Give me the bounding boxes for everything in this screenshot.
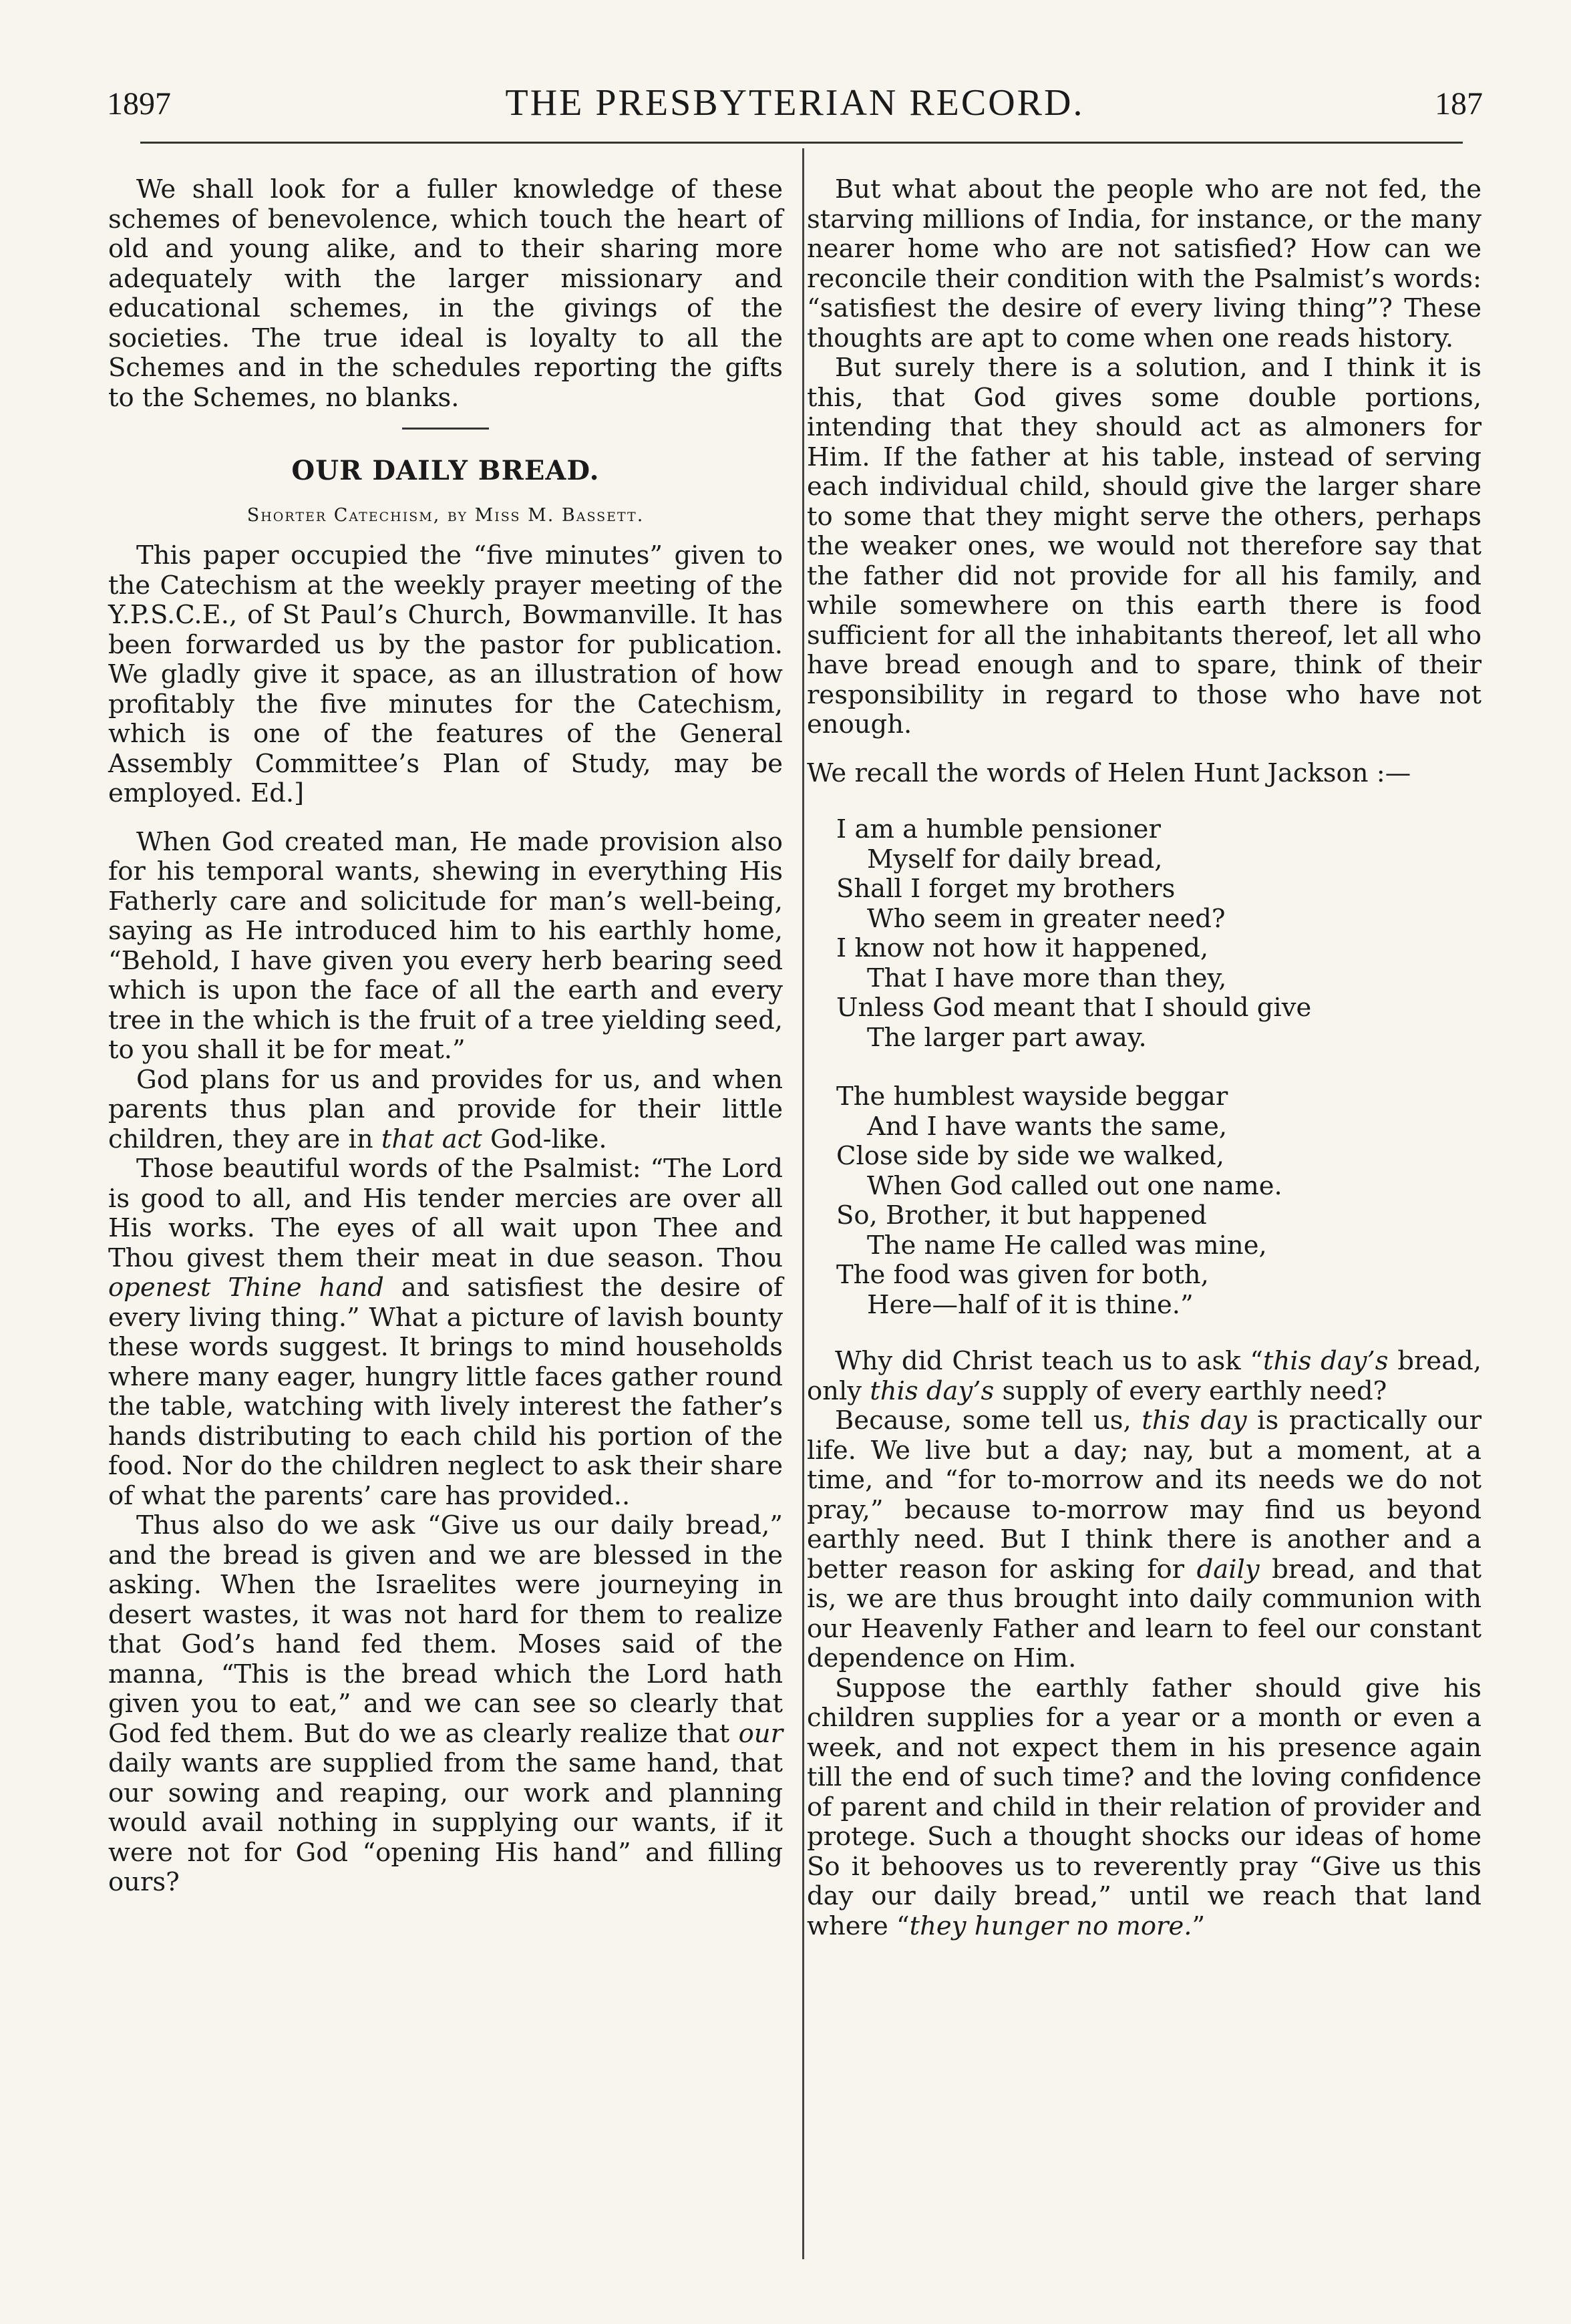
page-number: 187 [1435,86,1483,122]
poem-line: Myself for daily bread, [867,844,1163,874]
poem-line: Unless God meant that I should give [836,993,1312,1023]
paragraph: Why did Christ teach us to ask “this day’s bread, only this day’s supply of every earthly need? [807,1346,1481,1406]
left-column [108,175,783,1898]
paragraph: Thus also do we ask “Give us our daily bread,” and the bread is given and we are blessed in the asking. When the Israelites were journeying in desert wastes, it was not hard for them to realize that God’s hand fed them. Moses said of the manna, “This is the bread which the Lord hath given you to eat,” and we can see so clearly that God fed them. But do we as clearly realize that our daily wants are supplied from the same hand, that our sowing and reaping, our work and planning would avail nothing in supplying our wants, if it were not for God “opening His hand” and filling ours? [108,1510,783,1897]
poem-line: Who seem in greater need? [867,903,1226,934]
paragraph: When God created man, He made provision also for his temporal wants, shewing in everything His Fatherly care and solicitude for man’s well-being, saying as He introduced him to his earthly home, “Behold, I have given you every herb bearing seed which is upon the face of all the earth and every tree in the which is the fruit of a tree yielding seed, to you shall it be for meat.” [108,826,783,1065]
header-year: 1897 [107,86,171,122]
editor-note: This paper occupied the “five minutes” given to the Catechism at the weekly prayer meeting of the Y.P.S.C.E., of St Paul’s Church, Bowmanville. It has been forwarded us by the pastor for publication. We gladly give it space, as an illustration of how profitably the five minutes for the Catechism, which is one of the features of the General Assembly Committee’s Plan of Study, may be employed. Ed.] [108,540,783,808]
article-byline: Shorter Catechism, by Miss M. Bassett. [246,504,645,526]
right-column [807,175,1481,1941]
column-divider [802,148,804,2259]
poem-line: The name He called was mine, [867,1230,1267,1261]
poem-line: And I have wants the same, [867,1111,1228,1142]
article-heading: OUR DAILY BREAD. [291,455,600,486]
header-rule [140,142,1463,144]
paragraph: God plans for us and provides for us, and when parents thus plan and provide for their little children, they are in that act God-like. [108,1064,783,1154]
section-divider [402,428,489,430]
poem [836,815,1481,1320]
paragraph: Those beautiful words of the Psalmist: “The Lord is good to all, and His tender mercies are over all His works. The eyes of all wait upon Thee and Thou givest them their meat in due season. Thou openest Thine hand and satisfiest the desire of every living thing.” What a picture of lavish bounty these words suggest. It brings to mind households where many eager, hungry little faces gather round the table, watching with lively interest the father’s hands distributing to each child his portion of the food. Nor do the children neglect to ask their share of what the parents’ care has provided.. [108,1154,783,1511]
poem-line: Here—half of it is thine.” [867,1289,1194,1320]
poem-line: When God called out one name. [867,1170,1282,1201]
intro-paragraph: We shall look for a fuller knowledge of these schemes of benevolence, which touch the heart of old and young alike, and to their sharing more adequately with the larger missionary and educational schemes, in the givings of the societies. The true ideal is loyalty to all the Schemes and in the schedules reporting the gifts to the Schemes, no blanks. [108,174,783,413]
poem-line: The larger part away. [867,1022,1147,1053]
paragraph: We recall the words of Helen Hunt Jackson :— [807,758,1411,788]
poem-line: I am a humble pensioner [836,814,1161,844]
paragraph: Because, some tell us, this day is practically our life. We live but a day; nay, but a moment, at a time, and “for to-morrow and its needs we do not pray,” because to-morrow may find us beyond earthly need. But I think there is another and a better reason for asking for daily bread, and that is, we are thus brought into daily communion with our Heavenly Father and learn to feel our constant dependence on Him. [807,1405,1481,1673]
poem-line: Close side by side we walked, [836,1141,1225,1171]
poem-line: The humblest wayside beggar [836,1082,1228,1112]
poem-line: The food was given for both, [836,1260,1209,1290]
paragraph: But surely there is a solution, and I think it is this, that God gives some double portions, intending that they should act as almoners for Him. If the father at his table, instead of serving each individual child, should give the larger share to some that they might serve the others, perhaps the weaker ones, we would not therefore say that the father did not provide for all his family, and while somewhere on this earth there is food sufficient for all the inhabitants thereof, let all who have bread enough and to spare, think of their responsibility in regard to those who have not enough. [807,353,1481,739]
page-header [107,73,1483,127]
poem-line: I know not how it happened, [836,933,1209,963]
journal-title: THE PRESBYTERIAN RECORD. [505,82,1085,124]
poem-line: Shall I forget my brothers [836,874,1176,904]
poem-line: So, Brother, it but happened [836,1200,1207,1230]
paragraph: But what about the people who are not fed, the starving millions of India, for instance, or the many nearer home who are not satisfied? How can we reconcile their condition with the Psalmist’s words: “satisfiest the desire of every living thing”? These thoughts are apt to come when one reads history. [807,174,1481,353]
poem-line: That I have more than they, [867,963,1227,993]
paragraph: Suppose the earthly father should give his children supplies for a year or a month or even a week, and not expect them in his presence again till the end of such time? and the loving confidence of parent and child in their relation of provider and protege. Such a thought shocks our ideas of home So it behooves us to reverently pray “Give us this day our daily bread,” until we reach that land where “they hunger no more.” [807,1673,1481,1941]
